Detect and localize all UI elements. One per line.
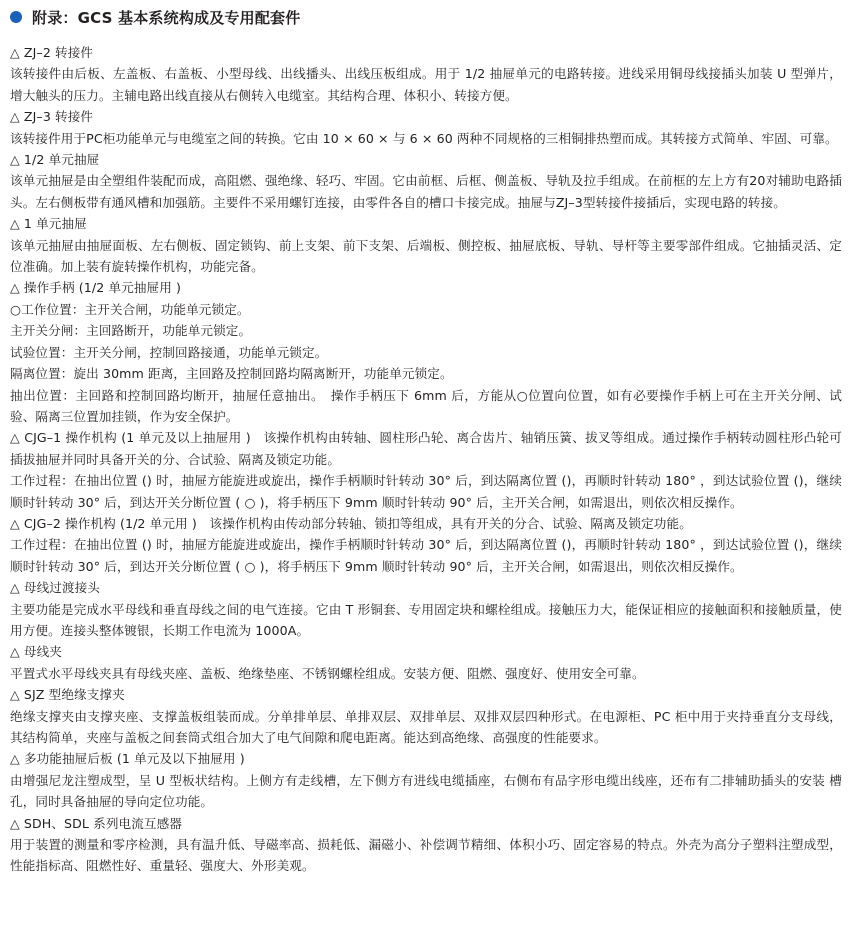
section-heading: △ SDH、SDL 系列电流互感器 [10,815,183,831]
section [10,106,842,149]
section-heading: △ ZJ–2 转接件 [10,45,94,60]
section [10,577,842,641]
section-paragraph: 用于装置的测量和零序检测，具有温升低、导磁率高、损耗低、漏磁小、补偿调节精细、体积小巧、固定容易的特点。外壳为高分子塑料注塑成型，性能指标高、阻燃性好、重量轻、强度大、外形美观。 [10,837,842,874]
section [10,813,842,877]
section [10,684,842,748]
section-paragraph: 试验位置：主开关分闸，控制回路接通，功能单元锁定。 [10,344,328,360]
section [10,213,842,277]
section-paragraph: 该单元抽屉由抽屉面板、左右侧板、固定锁钩、前上支架、前下支架、后端板、侧控板、抽屉底板、导轨、导杆等主要零部件组成。它抽插灵活、定位准确。加上装有旋转操作机构，功能完备。 [10,237,842,275]
section [10,277,842,427]
section-paragraph: 该单元抽屉是由全塑组件装配而成，高阻燃、强绝缘、轻巧、牢固。它由前框、后框、侧盖板、导轨及拉手组成。在前框的左上方有20对辅助电路插头。左右侧板带有通风槽和加强筋。主要件不采用螺钉连接，由零件各自的槽口卡接完成。抽屉与ZJ–3型转接件接插后，实现电路的转接。 [10,173,842,210]
section-paragraph: 主要功能是完成水平母线和垂直母线之间的电气连接。它由 T 形铜套、专用固定块和螺栓组成。接触压力大，能保证相应的接触面积和接触质量，使用方便。连接头整体镀银，长期工作电流为 1000A。 [10,601,842,638]
section [10,149,842,213]
section-paragraph: 该转接件由后板、左盖板、右盖板、小型母线、出线播头、出线压板组成。用于 1/2 抽屉单元的电路转接。进线采用铜母线接插头加装 U 型弹片，增大触头的压力。主辅电路出线直接从右侧转入电缆室。其结构合理、体积小、转接方便。 [10,66,842,103]
section-heading: △ 操作手柄 (1/2 单元抽屉用 ) [10,280,182,296]
section-heading: △ SJZ 型绝缘支撑夹 [10,687,125,703]
section-paragraph: △ CJG–1 操作机构 (1 单元及以上抽屉用 ) 该操作机构由转轴、圆柱形凸轮、离合齿片、轴销压簧、拔叉等组成。通过操作手柄转动圆柱形凸轮可插拔抽屉并同时具备开关的分、合试验、隔离及锁定功能。 [10,430,842,467]
section-heading: △ 母线夹 [10,644,62,660]
section-paragraph: 主开关分闸：主回路断开，功能单元锁定。 [10,323,252,339]
section-heading: △ 多功能抽屉后板 (1 单元及以下抽屉用 ) [10,751,245,767]
section-heading: △ 1/2 单元抽屉 [10,152,100,168]
section-paragraph: 绝缘支撑夹由支撑夹座、支撑盖板组装而成。分单排单层、单排双层、双排单层、双排双层四种形式。在电源柜、PC 柜中用于夹持垂直分支母线，其结构简单，夹座与盖板之间套筒式组合加大了电气间隙和爬电距离。能达到高绝缘、高强度的性能要求。 [10,708,842,745]
section [10,42,842,106]
section-paragraph: 由增强尼龙注塑成型，呈 U 型板状结构。上侧方有走线槽，左下侧方有进线电缆插座，右侧布有品字形电缆出线座，还布有二排辅助插头的安装 槽孔，同时具备抽屉的导向定位功能。 [10,772,842,810]
section-paragraph: 隔离位置：旋出 30mm 距离，主回路及控制回路均隔离断开，功能单元锁定。 [10,366,453,382]
bullet-dot-icon [10,11,22,23]
content-body [10,42,842,877]
section [10,641,842,684]
section [10,427,842,577]
section-heading: △ 母线过渡接头 [10,580,101,596]
section-paragraph: 平置式水平母线夹具有母线夹座、盖板、绝缘垫座、不锈钢螺栓组成。安装方便、阻燃、强度好、使用安全可靠。 [10,665,645,681]
section-paragraph: 抽出位置：主回路和控制回路均断开，抽屉任意抽出。 操作手柄压下 6mm 后，方能从○位置向位置，如有必要操作手柄上可在主开关分闸、试验、隔离三位置加挂锁，作为安全保护。 [10,387,842,424]
section [10,748,842,812]
section-paragraph: 工作过程：在抽出位置 () 时，抽屉方能旋进或旋出，操作手柄顺时针转动 30° 后，到达隔离位置 ()，再顺时针转动 180° ，到达试验位置 ()，继续顺时针转动 30° 后，到达开关分断位置 ( ○ )，将手柄压下 9mm 顺时针转动 90° 后，主开关合闸，如需退出，则依次相反操作。 [10,473,842,510]
title-row [10,4,842,30]
section-paragraph: ○工作位置：主开关合闸，功能单元锁定。 [10,301,250,317]
section-heading: △ ZJ–3 转接件 [10,109,94,125]
section-paragraph: 该转接件用于PC柜功能单元与电缆室之间的转换。它由 10 × 60 × 与 6 × 60 两种不同规格的三相铜排热塑而成。其转接方式简单、牢固、可靠。 [10,130,838,146]
section-heading: △ 1 单元抽屉 [10,216,87,232]
page-title: 附录：GCS 基本系统构成及专用配套件 [32,8,301,27]
section-paragraph: 工作过程：在抽出位置 () 时，抽屉方能旋进或旋出，操作手柄顺时针转动 30° 后，到达隔离位置 ()，再顺时针转动 180° ，到达试验位置 ()，继续顺时针转动 30° 后，到达开关分断位置 ( ○ )，将手柄压下 9mm 顺时针转动 90° 后，主开关合闸，如需退出，则依次相反操作。 [10,537,842,574]
section-paragraph: △ CJG–2 操作机构 (1/2 单元用 ) 该操作机构由传动部分转轴、锁扣等组成，具有开关的分合、试验、隔离及锁定功能。 [10,515,692,531]
